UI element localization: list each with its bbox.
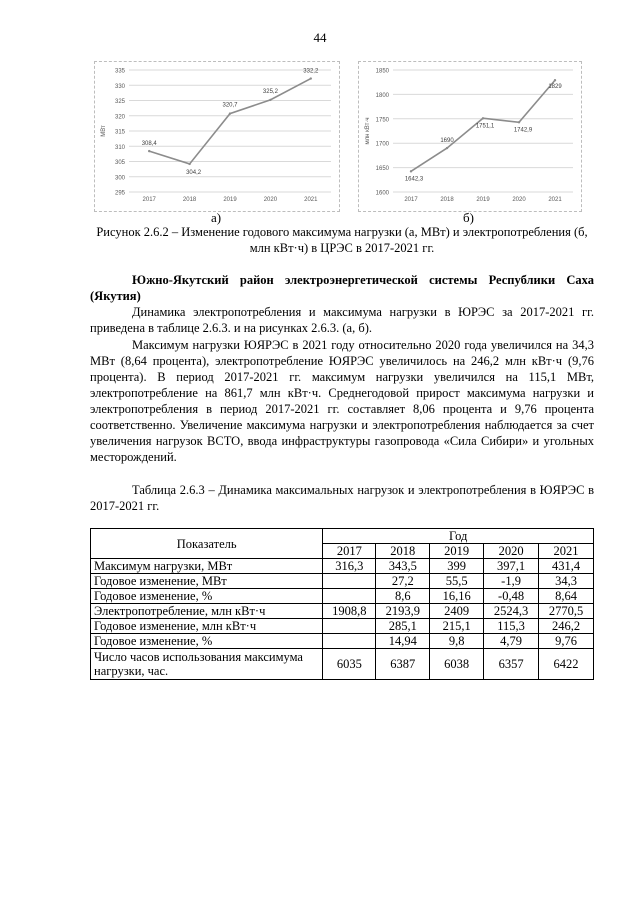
figure-label-a: а) xyxy=(211,210,222,225)
table-cell: 6035 xyxy=(323,649,376,680)
y-tick-label: 300 xyxy=(114,175,125,182)
chart-max-load-svg xyxy=(95,62,339,211)
data-label: 325,2 xyxy=(262,88,278,95)
row-label: Годовое изменение, % xyxy=(91,634,323,649)
row-label: Годовое изменение, % xyxy=(91,589,323,604)
row-label: Число часов использования максимума нагрузки, час. xyxy=(91,649,323,680)
table-cell: 115,3 xyxy=(484,619,539,634)
x-tick-label: 2017 xyxy=(404,197,418,203)
x-tick-label: 2021 xyxy=(304,197,318,203)
data-point xyxy=(229,112,231,114)
data-table xyxy=(90,528,594,680)
x-tick-label: 2020 xyxy=(263,197,278,203)
table-row xyxy=(91,559,594,574)
table-cell: 2524,3 xyxy=(484,604,539,619)
table-cell: 9,8 xyxy=(430,634,484,649)
data-point xyxy=(554,79,556,81)
table-cell: 215,1 xyxy=(430,619,484,634)
table-row xyxy=(91,619,594,634)
table-cell: 6387 xyxy=(376,649,430,680)
table-row xyxy=(91,589,594,604)
year-cell: 2020 xyxy=(484,544,539,559)
table-cell: 4,79 xyxy=(484,634,539,649)
data-label: 1690 xyxy=(440,138,454,145)
table-cell: -1,9 xyxy=(484,574,539,589)
x-tick-label: 2017 xyxy=(142,197,156,203)
section-heading: Южно-Якутский район электроэнергетической системы Республики Саха (Якутия) xyxy=(90,273,594,303)
year-cell: 2019 xyxy=(430,544,484,559)
y-tick-label: 1700 xyxy=(375,141,389,148)
chart-consumption xyxy=(358,61,582,212)
table-row xyxy=(91,634,594,649)
data-point xyxy=(188,163,190,165)
y-axis-label: МВт xyxy=(101,125,107,137)
table-cell xyxy=(323,574,376,589)
table-row xyxy=(91,604,594,619)
data-label: 1642,3 xyxy=(404,176,424,183)
table-cell: 55,5 xyxy=(430,574,484,589)
data-point xyxy=(446,147,448,149)
y-tick-label: 1600 xyxy=(375,190,389,197)
table-cell: 6357 xyxy=(484,649,539,680)
y-tick-label: 1650 xyxy=(375,166,389,173)
table-cell: 27,2 xyxy=(376,574,430,589)
data-point xyxy=(148,150,150,152)
y-tick-label: 335 xyxy=(114,68,125,75)
header-indicator: Показатель xyxy=(91,529,323,559)
table-cell: 2193,9 xyxy=(376,604,430,619)
data-label: 308,4 xyxy=(141,141,157,148)
y-tick-label: 330 xyxy=(114,83,125,90)
y-tick-label: 315 xyxy=(114,129,125,136)
y-tick-label: 305 xyxy=(114,160,125,166)
table-cell: 431,4 xyxy=(539,559,594,574)
table-cell: 1908,8 xyxy=(323,604,376,619)
table-cell: 6422 xyxy=(539,649,594,680)
table-row xyxy=(91,649,594,680)
table-cell: 2409 xyxy=(430,604,484,619)
page-number: 44 xyxy=(313,30,327,45)
table-cell xyxy=(323,634,376,649)
data-point xyxy=(518,121,520,123)
table-cell: 8,64 xyxy=(539,589,594,604)
x-tick-label: 2019 xyxy=(223,197,237,203)
table-cell: 285,1 xyxy=(376,619,430,634)
table-caption: Таблица 2.6.3 – Динамика максимальных нагрузок и электропотребления в ЮЯРЭС в 2017-2021 гг. xyxy=(90,483,594,513)
table-cell: 2770,5 xyxy=(539,604,594,619)
table-cell: 8,6 xyxy=(376,589,430,604)
data-label: 332,2 xyxy=(303,68,319,75)
table-cell: 14,94 xyxy=(376,634,430,649)
table-cell: 246,2 xyxy=(539,619,594,634)
x-tick-label: 2018 xyxy=(182,197,197,203)
row-label: Годовое изменение, МВт xyxy=(91,574,323,589)
chart-max-load xyxy=(94,61,340,212)
table-cell: 9,76 xyxy=(539,634,594,649)
figure-caption: Рисунок 2.6.2 – Изменение годового максимума нагрузки (а, МВт) и электропотребления (б, млн кВт·ч) в ЦРЭС в 2017-2021 гг. xyxy=(96,225,588,255)
paragraph: Динамика электропотребления и максимума нагрузки в ЮРЭС за 2017-2021 гг. приведена в таблице 2.6.3. и на рисунках 2.6.3. (а, б). xyxy=(90,305,594,335)
row-label: Максимум нагрузки, МВт xyxy=(91,559,323,574)
table-cell xyxy=(323,619,376,634)
y-tick-label: 310 xyxy=(114,144,125,151)
chart-consumption-svg xyxy=(359,62,581,211)
y-tick-label: 325 xyxy=(114,99,125,105)
year-cell: 2017 xyxy=(323,544,376,559)
y-axis-label: млн кВт·ч xyxy=(365,117,371,145)
y-tick-label: 320 xyxy=(114,114,125,121)
data-label: 1742,9 xyxy=(513,127,533,134)
x-tick-label: 2019 xyxy=(476,197,490,203)
data-point xyxy=(410,170,412,172)
table-cell: 16,16 xyxy=(430,589,484,604)
table-cell xyxy=(323,589,376,604)
table-cell: 316,3 xyxy=(323,559,376,574)
table-row xyxy=(91,574,594,589)
table-cell: 397,1 xyxy=(484,559,539,574)
table-cell: 6038 xyxy=(430,649,484,680)
row-label: Электропотребление, млн кВт·ч xyxy=(91,604,323,619)
table-cell: 34,3 xyxy=(539,574,594,589)
figure-label-b: б) xyxy=(463,210,474,225)
data-point xyxy=(269,99,271,101)
series-line xyxy=(149,79,311,164)
x-tick-label: 2021 xyxy=(548,197,562,203)
y-tick-label: 295 xyxy=(114,190,125,197)
table-cell: -0,48 xyxy=(484,589,539,604)
x-tick-label: 2020 xyxy=(512,197,526,203)
data-point xyxy=(310,77,312,79)
paragraph: Максимум нагрузки ЮЯРЭС в 2021 году относительно 2020 года увеличился на 34,3 МВт (8,64 процента), электропотребление ЮЯРЭС увеличилось на 246,2 млн кВт·ч (9,76 процента). В период 2017-2021 гг. максимум нагрузки увеличился на 115,1 МВт, электропотребление на 861,7 млн кВт·ч. Среднегодовой прирост максимума нагрузки и электропотребления в период 2017-2021 гг. составляет 8,06 процента и 9,76 процента соответственно. Увеличение максимума нагрузки и электропотребления наблюдается за счет увеличения нагрузок ВСТО, ввода инфраструктуры газопровода «Сила Сибири» и угольных месторождений. xyxy=(90,338,594,464)
year-cell: 2018 xyxy=(376,544,430,559)
y-tick-label: 1850 xyxy=(375,68,389,75)
x-tick-label: 2018 xyxy=(440,197,454,203)
data-label: 1829 xyxy=(548,84,562,91)
data-label: 304,2 xyxy=(186,169,202,176)
row-label: Годовое изменение, млн кВт·ч xyxy=(91,619,323,634)
table-cell: 399 xyxy=(430,559,484,574)
table-header-row xyxy=(91,529,594,544)
data-label: 1751,1 xyxy=(475,123,495,130)
data-point xyxy=(482,117,484,119)
header-year: Год xyxy=(323,529,594,544)
y-tick-label: 1800 xyxy=(375,92,389,99)
y-tick-label: 1750 xyxy=(375,117,389,124)
data-label: 320,7 xyxy=(222,102,238,109)
year-cell: 2021 xyxy=(539,544,594,559)
table-cell: 343,5 xyxy=(376,559,430,574)
